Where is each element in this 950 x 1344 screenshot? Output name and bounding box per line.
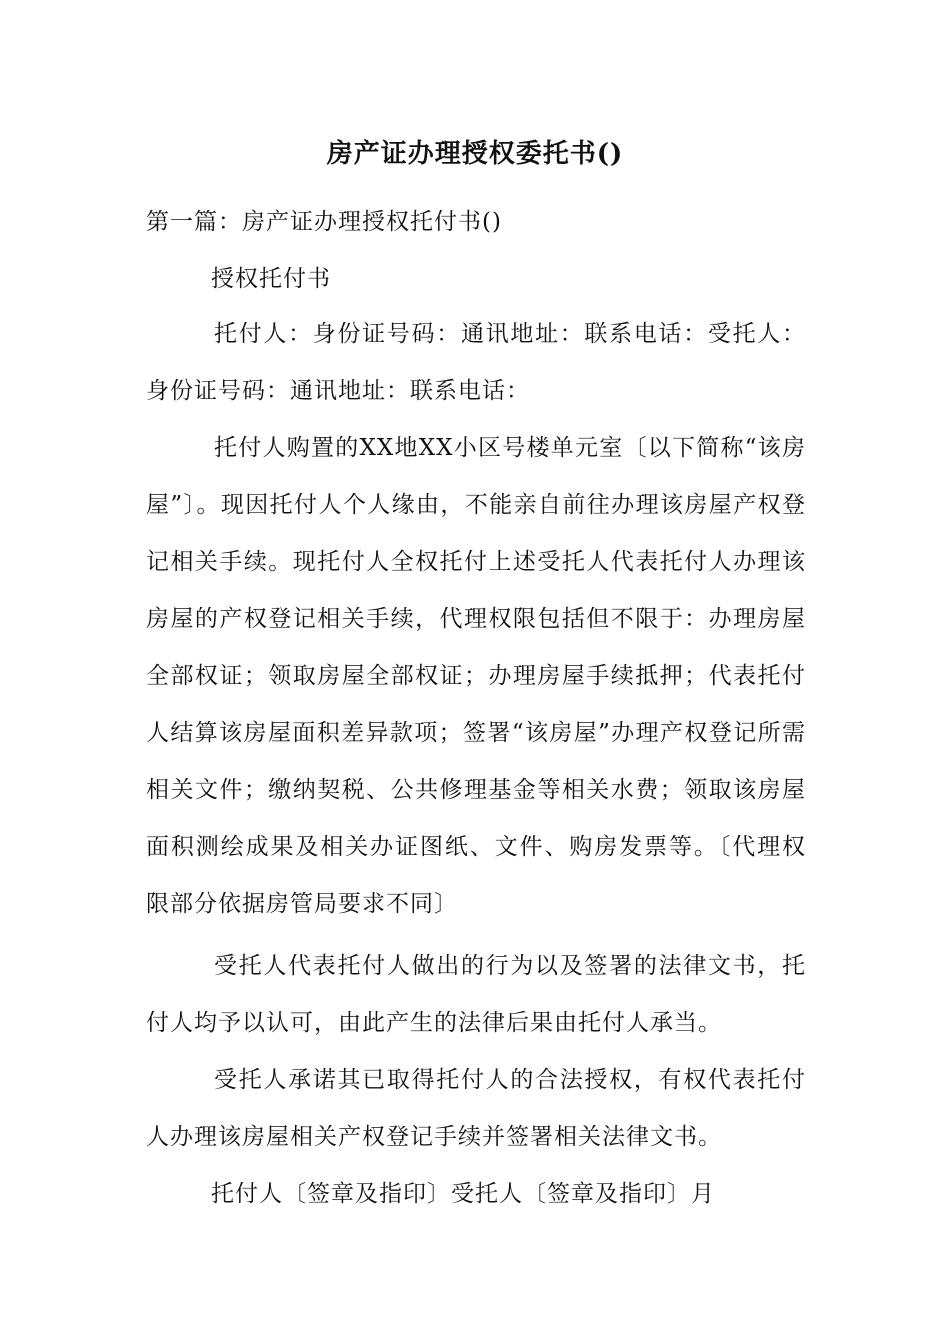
parties-paragraph: 托付人：身份证号码：通讯地址：联系电话：受托人：身份证号码：通讯地址：联系电话： xyxy=(146,321,806,404)
document-title: 房产证办理授权委托书() xyxy=(326,139,624,169)
commitment-paragraph: 受托人承诺其已取得托付人的合法授权，有权代表托付人办理该房屋相关产权登记手续并签署相关法律文书。 xyxy=(146,1067,806,1150)
acknowledgement-paragraph: 受托人代表托付人做出的行为以及签署的法律文书，托付人均予以认可，由此产生的法律后果由托付人承当。 xyxy=(146,953,806,1036)
section-heading: 第一篇：房产证办理授权托付书() xyxy=(146,209,502,235)
document-name: 授权托付书 xyxy=(211,266,331,292)
authorization-paragraph: 托付人购置的XX地XX小区号楼单元室〔以下简称“该房屋”〕。现因托付人个人缘由，不能亲自前往办理该房屋产权登记相关手续。现托付人全权托付上述受托人代表托付人办理该房屋的产权登记相关手续，代理权限包括但不限于：办理房屋全部权证；领取房屋全部权证；办理房屋手续抵押；代表托付人结算该房屋面积差异款项；签署“该房屋”办理产权登记所需相关文件；缴纳契税、公共修理基金等相关水费；领取该房屋面积测绘成果及相关办证图纸、文件、购房发票等。〔代理权限部分依据房管局要求不同〕 xyxy=(146,435,806,917)
signature-line: 托付人〔签章及指印〕受托人〔签章及指印〕月 xyxy=(211,1181,715,1207)
